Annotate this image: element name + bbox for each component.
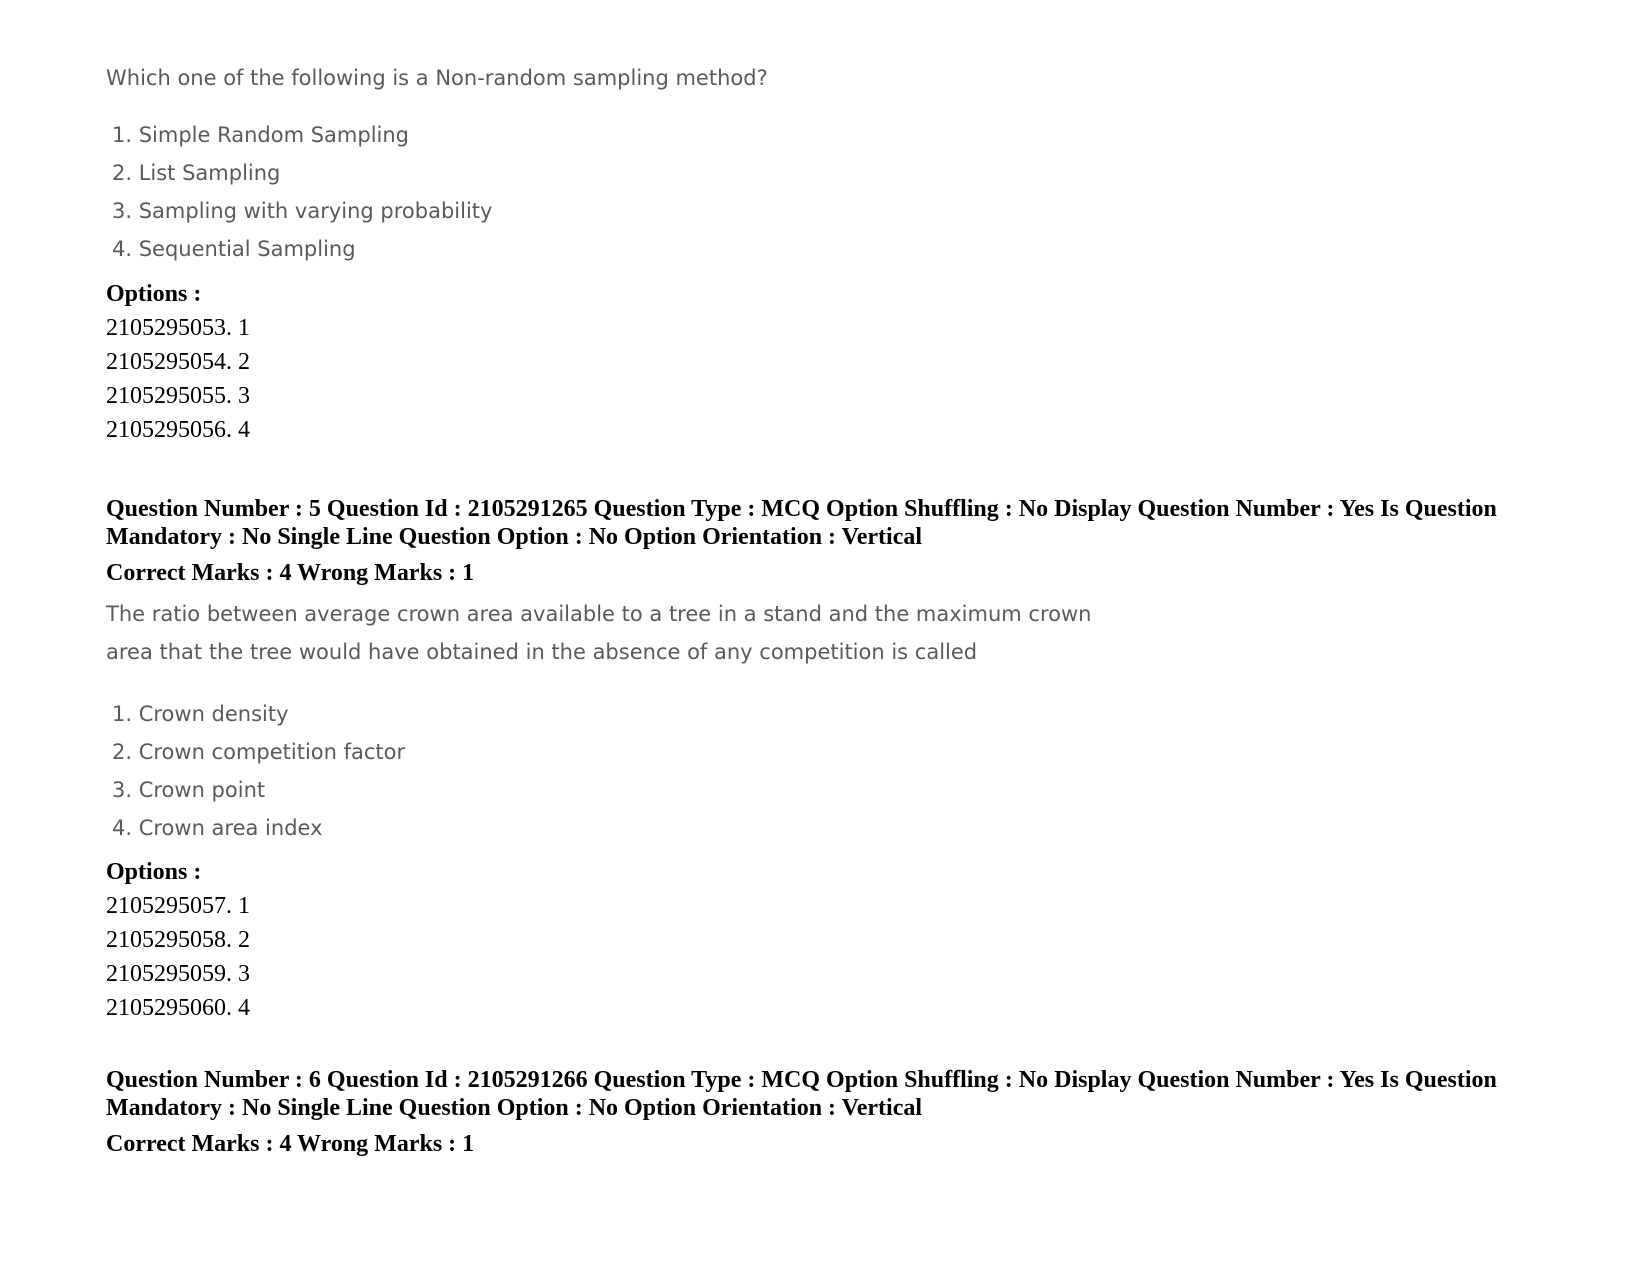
q4-question-text: Which one of the following is a Non-random sampling method? [106, 66, 768, 90]
q4-option-3: 2105295055. 3 [106, 383, 250, 409]
q5-choice-3: 3. Crown point [112, 778, 266, 802]
q5-option-4: 2105295060. 4 [106, 995, 250, 1021]
q4-option-2: 2105295054. 2 [106, 349, 250, 375]
q5-marks: Correct Marks : 4 Wrong Marks : 1 [106, 560, 475, 586]
q5-choice-4: 4. Crown area index [112, 816, 323, 840]
q5-options-label: Options : [106, 859, 202, 885]
q5-option-3: 2105295059. 3 [106, 961, 250, 987]
q5-option-list [106, 889, 250, 1025]
q6-meta-header: Question Number : 6 Question Id : 2105291266 Question Type : MCQ Option Shuffling : No Display Question Number : Yes Is Question Mandatory : No Single Line Question Option : No Option Orientation : Vertical [106, 1067, 1497, 1121]
q5-option-2: 2105295058. 2 [106, 927, 250, 953]
q4-option-4: 2105295056. 4 [106, 417, 250, 443]
q4-choice-list [106, 116, 492, 268]
q5-option-1: 2105295057. 1 [106, 893, 250, 919]
q4-choice-1: 1. Simple Random Sampling [112, 123, 410, 147]
q5-choice-2: 2. Crown competition factor [112, 740, 406, 764]
q5-meta-header: Question Number : 5 Question Id : 2105291265 Question Type : MCQ Option Shuffling : No Display Question Number : Yes Is Question Mandatory : No Single Line Question Option : No Option Orientation : Vertical [106, 496, 1497, 550]
q4-choice-3: 3. Sampling with varying probability [112, 199, 493, 223]
q4-choice-4: 4. Sequential Sampling [112, 237, 356, 261]
q5-question-text [106, 595, 1091, 671]
q4-option-list [106, 311, 250, 447]
q4-choice-2: 2. List Sampling [112, 161, 281, 185]
q4-option-1: 2105295053. 1 [106, 315, 250, 341]
q6-marks: Correct Marks : 4 Wrong Marks : 1 [106, 1131, 475, 1157]
q5-question-line-1: The ratio between average crown area available to a tree in a stand and the maximum crown [106, 602, 1092, 626]
q5-question-line-2: area that the tree would have obtained in the absence of any competition is called [106, 640, 978, 664]
q5-choice-list [106, 695, 405, 847]
q4-options-label: Options : [106, 281, 202, 307]
q5-choice-1: 1. Crown density [112, 702, 289, 726]
